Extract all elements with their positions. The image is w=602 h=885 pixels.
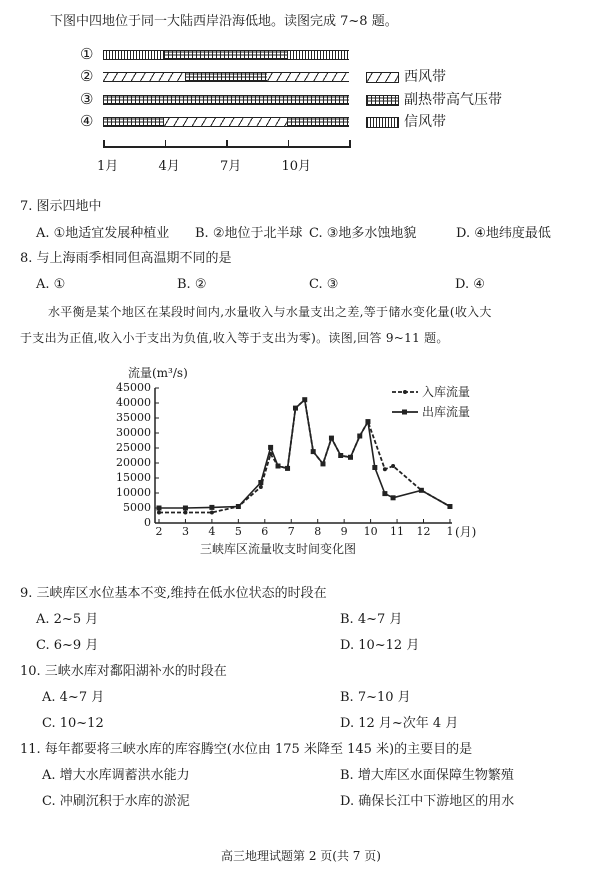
series-line-outflow	[159, 400, 450, 508]
q10-option-d: D. 12 月~次年 4 月	[340, 716, 459, 731]
x-tick-label: 7	[287, 525, 295, 538]
outflow-point	[320, 461, 325, 466]
q9-stem: 9. 三峡库区水位基本不变,维持在低水位状态的时段在	[20, 586, 327, 601]
legend-inflow: 入库流量	[422, 385, 471, 399]
legend-marker	[402, 410, 407, 415]
outflow-point	[236, 504, 241, 509]
q9-option-d: D. 10~12 月	[340, 638, 420, 653]
x-tick-label: 2	[155, 525, 163, 538]
q11-option-a: A. 增大水库调蓄洪水能力	[42, 768, 190, 783]
legend-outflow: 出库流量	[422, 405, 471, 419]
page-footer: 高三地理试题第 2 页(共 7 页)	[221, 849, 381, 863]
outflow-point	[311, 449, 316, 454]
chart-xlabel: (月)	[455, 525, 477, 539]
y-tick-label: 20000	[116, 456, 151, 469]
legend-trade: 信风带	[404, 114, 446, 130]
inflow-point	[391, 464, 395, 468]
chart-title: 三峡库区流量收支时间变化图	[200, 542, 357, 556]
q7-stem: 7. 图示四地中	[20, 199, 102, 214]
row-label: ④	[80, 112, 94, 130]
outflow-point	[348, 455, 353, 460]
x-tick-label: 1	[446, 525, 454, 538]
outflow-point	[183, 506, 188, 511]
outflow-point	[285, 466, 290, 471]
chart-ylabel: 流量(m³/s)	[128, 366, 188, 380]
axis-tick-label: 10月	[281, 159, 312, 174]
x-tick-label: 8	[314, 525, 322, 538]
x-tick-label: 11	[390, 525, 405, 538]
outflow-point	[419, 488, 424, 493]
y-tick-label: 40000	[116, 396, 151, 409]
y-tick-label: 10000	[116, 486, 151, 499]
y-tick-label: 25000	[116, 441, 151, 454]
q10-option-b: B. 7~10 月	[340, 690, 411, 705]
q7-option-a: A. ①地适宜发展种植业	[36, 226, 170, 241]
inflow-point	[210, 511, 214, 515]
outflow-point	[209, 505, 214, 510]
q10-option-a: A. 4~7 月	[42, 690, 105, 705]
q11-option-c: C. 冲刷沉积于水库的淤泥	[42, 794, 190, 809]
x-tick-label: 12	[416, 525, 431, 538]
inflow-point	[157, 511, 161, 515]
x-tick-label: 3	[181, 525, 189, 538]
paragraph-line-1: 水平衡是某个地区在某段时间内,水量收入与水量支出之差,等于储水变化量(收入大	[48, 305, 492, 319]
outflow-point	[338, 453, 343, 458]
y-tick-label: 35000	[116, 411, 151, 424]
series-line-inflow	[159, 400, 450, 513]
outflow-point	[447, 504, 452, 509]
paragraph-line-2: 于支出为正值,收入小于支出为负值,收入等于支出为零)。读图,回答 9~11 题。	[20, 331, 449, 345]
x-tick-label: 9	[340, 525, 348, 538]
y-tick-label: 5000	[123, 501, 151, 514]
q9-option-b: B. 4~7 月	[340, 612, 403, 627]
outflow-point	[357, 434, 362, 439]
y-tick-label: 15000	[116, 471, 151, 484]
q8-option-a: A. ①	[36, 277, 66, 292]
outflow-point	[258, 480, 263, 485]
outflow-point	[329, 436, 334, 441]
y-tick-label: 45000	[116, 381, 151, 394]
outflow-point	[302, 397, 307, 402]
axis-tick-label: 4月	[158, 159, 180, 174]
outflow-point	[268, 445, 273, 450]
intro-text: 下图中四地位于同一大陆西岸沿海低地。读图完成 7~8 题。	[50, 14, 398, 29]
x-tick-label: 4	[208, 525, 216, 538]
y-tick-label: 30000	[116, 426, 151, 439]
x-tick-label: 10	[363, 525, 378, 538]
outflow-point	[372, 465, 377, 470]
q8-option-d: D. ④	[455, 277, 485, 292]
q9-option-a: A. 2~5 月	[36, 612, 99, 627]
x-tick-label: 6	[261, 525, 269, 538]
inflow-point	[183, 511, 187, 515]
q8-stem: 8. 与上海雨季相同但高温期不同的是	[20, 251, 232, 266]
q8-option-b: B. ②	[177, 277, 207, 292]
row-label: ③	[80, 90, 94, 108]
legend-marker	[403, 390, 407, 394]
outflow-point	[276, 464, 281, 469]
q7-option-c: C. ③地多水蚀地貌	[309, 226, 417, 241]
inflow-point	[259, 485, 263, 489]
outflow-point	[293, 406, 298, 411]
row-label: ②	[80, 67, 94, 85]
q11-stem: 11. 每年都要将三峡水库的库容腾空(水位由 175 米降至 145 米)的主要目的是	[20, 742, 473, 757]
q9-option-c: C. 6~9 月	[36, 638, 99, 653]
outflow-point	[365, 419, 370, 424]
q10-stem: 10. 三峡水库对鄱阳湖补水的时段在	[20, 664, 227, 679]
outflow-point	[157, 506, 162, 511]
outflow-point	[382, 491, 387, 496]
row-label: ①	[80, 45, 94, 63]
axis-tick-label: 1月	[97, 159, 119, 174]
q10-option-c: C. 10~12	[42, 716, 104, 731]
q11-option-b: B. 增大库区水面保障生物繁殖	[340, 768, 514, 783]
x-tick-label: 5	[234, 525, 242, 538]
legend-subtropical: 副热带高气压带	[404, 92, 502, 108]
y-tick-label: 0	[144, 516, 151, 529]
q7-option-d: D. ④地纬度最低	[456, 226, 551, 241]
outflow-point	[391, 495, 396, 500]
axis-tick-label: 7月	[220, 159, 242, 174]
q7-option-b: B. ②地位于北半球	[195, 226, 303, 241]
inflow-point	[383, 467, 387, 471]
legend-westerly: 西风带	[404, 69, 446, 85]
q8-option-c: C. ③	[309, 277, 339, 292]
q11-option-d: D. 确保长江中下游地区的用水	[340, 794, 515, 809]
